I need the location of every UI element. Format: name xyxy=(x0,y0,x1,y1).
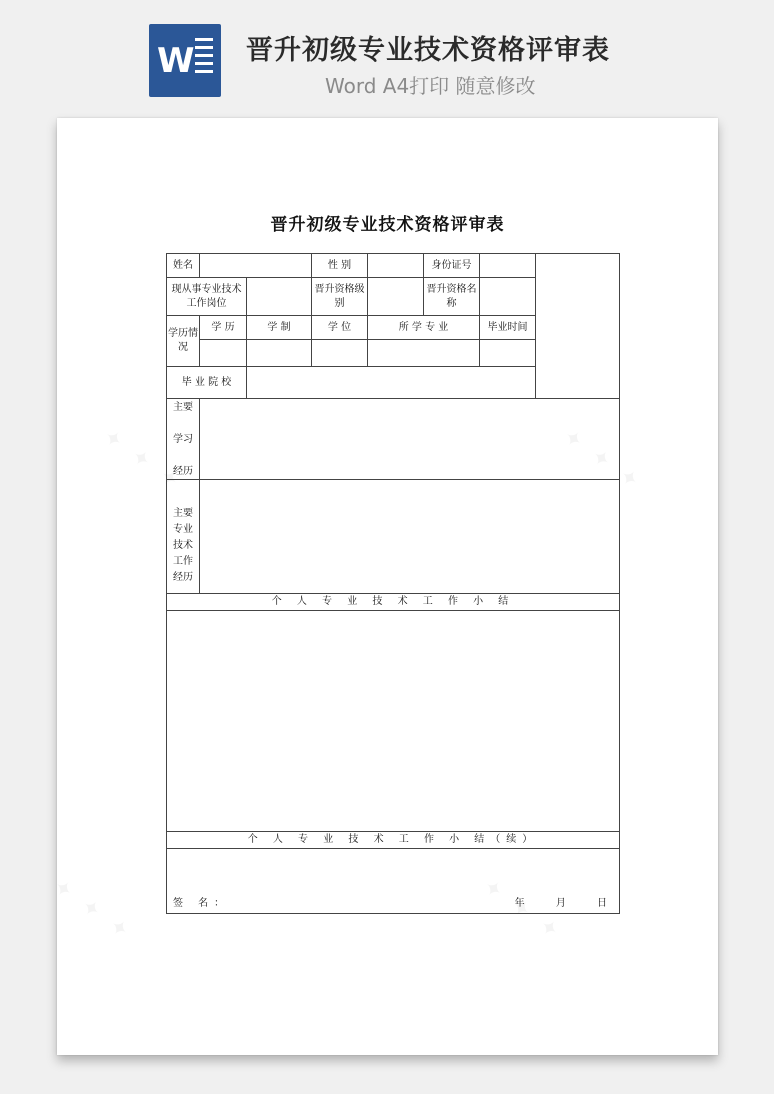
table-row xyxy=(167,611,620,832)
work-exp-label: 主要 专业 技术 工作 经历 xyxy=(167,480,200,594)
degree-label: 学 位 xyxy=(312,316,368,340)
name-label: 姓名 xyxy=(167,254,200,278)
sign-label: 签 名： xyxy=(173,898,231,909)
edu-level-field[interactable] xyxy=(200,340,247,367)
edu-system-label: 学 制 xyxy=(247,316,312,340)
major-field[interactable] xyxy=(368,340,480,367)
lines-icon xyxy=(195,38,213,84)
name-field[interactable] xyxy=(200,254,312,278)
table-row xyxy=(167,832,620,849)
promo-level-label: 晋升资格级别 xyxy=(312,278,368,316)
grad-time-label: 毕业时间 xyxy=(480,316,536,340)
study-exp-field[interactable] xyxy=(200,399,620,480)
summary-heading: 个 人 专 业 技 术 工 作 小 结 xyxy=(167,594,620,611)
major-label: 所 学 专 业 xyxy=(368,316,480,340)
table-row xyxy=(167,254,620,278)
day-label: 日 xyxy=(597,898,607,909)
document-page xyxy=(57,118,718,1055)
photo-cell[interactable] xyxy=(536,254,620,399)
promo-name-label: 晋升资格名称 xyxy=(424,278,480,316)
gender-field[interactable] xyxy=(368,254,424,278)
current-post-label: 现从事专业技术工作岗位 xyxy=(167,278,247,316)
sign-date xyxy=(487,897,607,911)
table-row xyxy=(167,594,620,611)
page-header xyxy=(0,0,774,110)
school-label: 毕 业 院 校 xyxy=(167,367,247,399)
document-title: 晋升初级专业技术资格评审表 xyxy=(270,215,505,235)
edu-label: 学历情况 xyxy=(167,316,200,367)
grad-time-field[interactable] xyxy=(480,340,536,367)
school-field[interactable] xyxy=(247,367,536,399)
promo-level-field[interactable] xyxy=(368,278,424,316)
edu-system-field[interactable] xyxy=(247,340,312,367)
year-label: 年 xyxy=(514,898,525,909)
appraisal-form xyxy=(166,253,620,914)
gender-label: 性 别 xyxy=(312,254,368,278)
work-exp-field[interactable] xyxy=(200,480,620,594)
table-row xyxy=(167,849,620,914)
table-row xyxy=(167,399,620,480)
id-label: 身份证号 xyxy=(424,254,480,278)
watermark xyxy=(48,874,137,946)
study-exp-label: 主要 学习 经历 xyxy=(167,399,200,480)
word-letter: W xyxy=(157,41,195,81)
header-title: 晋升初级专业技术资格评审表 xyxy=(246,35,610,66)
current-post-field[interactable] xyxy=(247,278,312,316)
summary-field[interactable] xyxy=(167,611,620,832)
word-icon xyxy=(149,24,221,97)
summary-cont-heading: 个 人 专 业 技 术 工 作 小 结（续） xyxy=(167,832,620,849)
promo-name-field[interactable] xyxy=(480,278,536,316)
signature-cell[interactable] xyxy=(167,849,620,914)
degree-field[interactable] xyxy=(312,340,368,367)
table-row xyxy=(167,480,620,594)
edu-level-label: 学 历 xyxy=(200,316,247,340)
id-field[interactable] xyxy=(480,254,536,278)
month-label: 月 xyxy=(555,898,566,909)
header-subtitle: Word A4打印 随意修改 xyxy=(325,74,536,98)
